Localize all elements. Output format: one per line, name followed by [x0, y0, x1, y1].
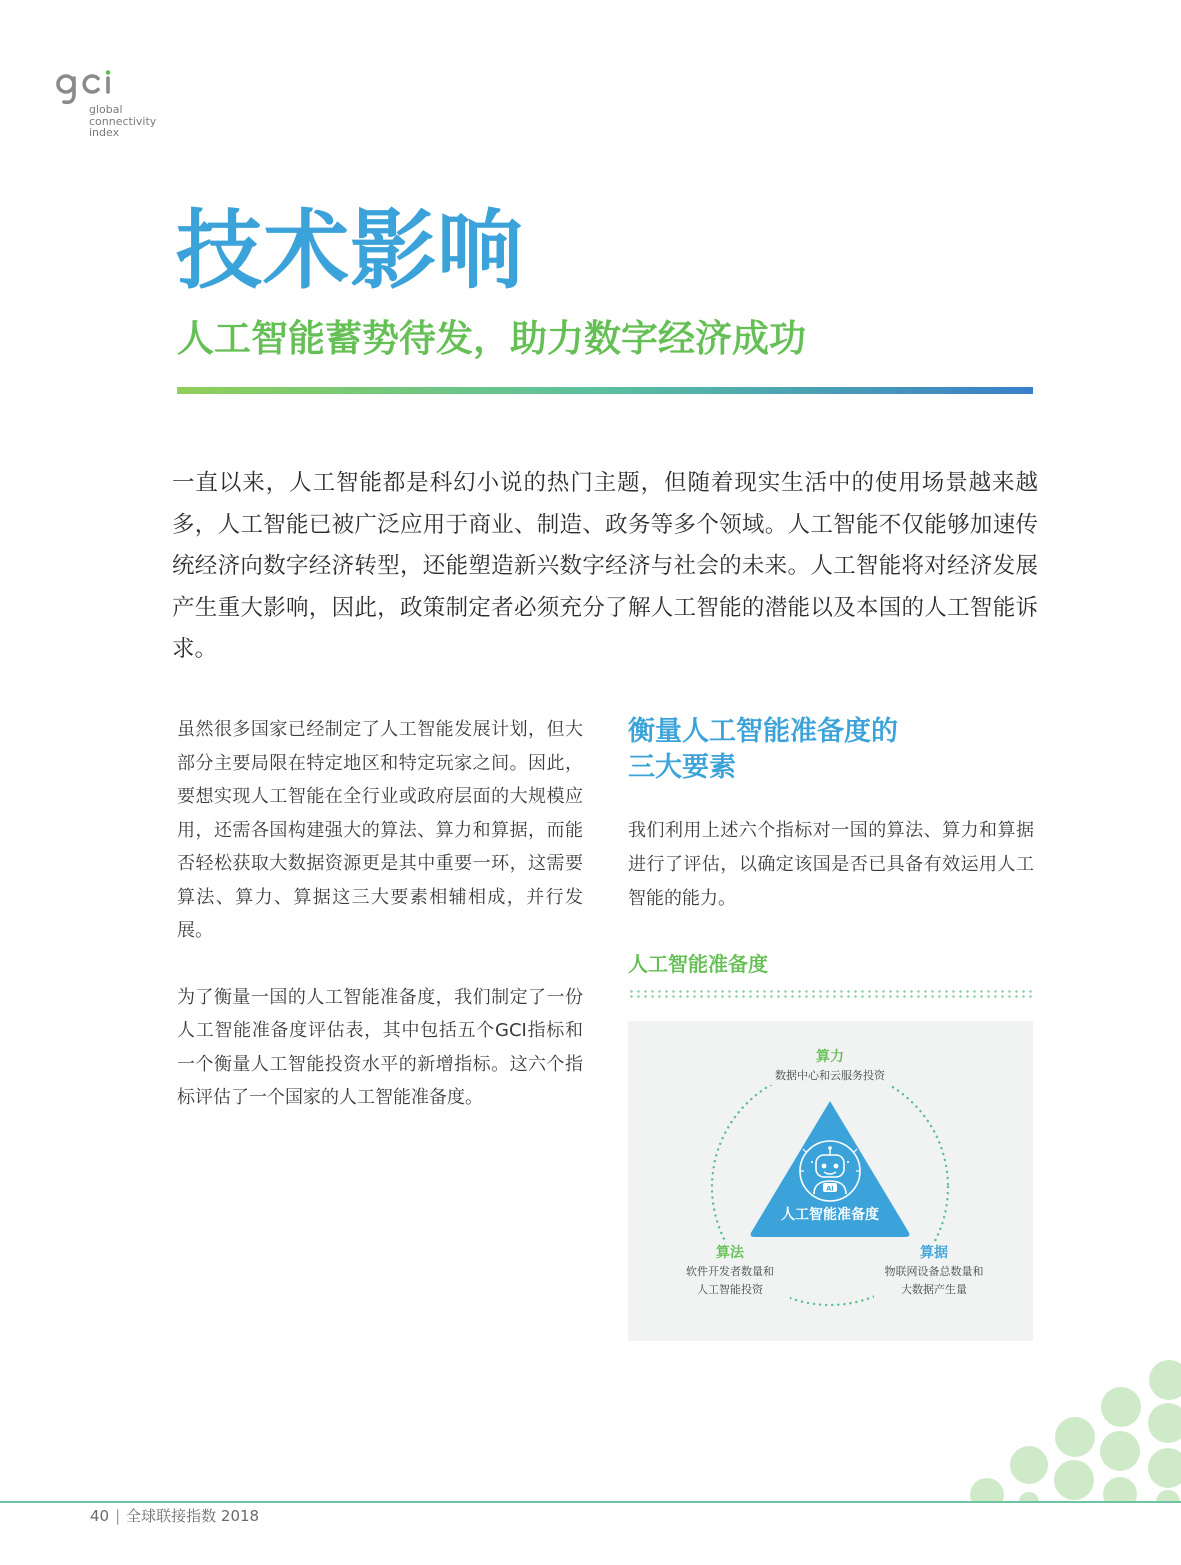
diagram-right-title: 算据: [920, 1245, 948, 1261]
title-gradient-rule: [177, 387, 1033, 394]
decorative-dots: [950, 1360, 1181, 1502]
diagram-top-title: 算力: [816, 1049, 844, 1065]
page-subtitle: 人工智能蓄势待发，助力数字经济成功: [177, 317, 806, 360]
right-column: [628, 714, 1034, 916]
page-number: 40: [90, 1507, 110, 1525]
right-heading-line-1: 衡量人工智能准备度的: [628, 716, 898, 747]
diagram-left-desc-1: 软件开发者数量和: [686, 1265, 774, 1278]
logo-line-index: index: [89, 126, 120, 139]
page-title: 技术影响: [176, 201, 524, 301]
dotted-divider: [628, 989, 1034, 999]
logo-line-connectivity: connectivity: [89, 114, 157, 128]
diagram-right-desc-1: 物联网设备总数量和: [884, 1265, 984, 1278]
right-heading-line-2: 三大要素: [628, 752, 736, 783]
left-paragraph-2: 为了衡量一国的人工智能准备度，我们制定了一份人工智能准备度评估表，其中包括五个GCI指标和一个衡量人工智能投资水平的新增指标。这六个指标评估了一个国家的人工智能准备度。: [177, 986, 583, 1108]
right-heading: [628, 714, 1034, 786]
diagram-left-title: 算法: [716, 1245, 744, 1261]
diagram-center-label: 人工智能准备度: [781, 1207, 879, 1223]
diagram-right-label: [874, 1243, 994, 1299]
left-column: [177, 713, 583, 1148]
footer: [90, 1505, 259, 1527]
footer-separator: |: [115, 1507, 121, 1525]
diagram-left-desc-2: 人工智能投资: [697, 1283, 763, 1296]
left-paragraph-1: 虽然很多国家已经制定了人工智能发展计划，但大部分主要局限在特定地区和特定玩家之间。因此，要想实现人工智能在全行业或政府层面的大规模应用，还需各国构建强大的算法、算力和算据，而能否轻松获取大数据资源更是其中重要一环，这需要算法、算力、算据这三大要素相辅相成，并行发展。: [177, 719, 583, 941]
diagram-top-label: [755, 1047, 905, 1085]
figure-label: 人工智能准备度: [628, 952, 768, 976]
footer-rule: [0, 1501, 1181, 1503]
robot-badge-text: AI: [826, 1184, 834, 1193]
diagram-top-desc: 数据中心和云服务投资: [775, 1069, 885, 1082]
intro-paragraph: 一直以来，人工智能都是科幻小说的热门主题，但随着现实生活中的使用场景越来越多，人工智能已被广泛应用于商业、制造、政务等多个领域。人工智能不仅能够加速传统经济向数字经济转型，还能塑造新兴数字经济与社会的未来。人工智能将对经济发展产生重大影响，因此，政策制定者必须充分了解人工智能的潜能以及本国的人工智能诉求。: [172, 470, 1038, 662]
diagram-left-label: [670, 1243, 790, 1299]
ai-readiness-diagram: [628, 1021, 1033, 1341]
diagram-right-desc-2: 大数据产生量: [901, 1283, 967, 1296]
logo-line-global: global: [89, 103, 123, 116]
publication-name: 全球联接指数 2018: [126, 1507, 260, 1525]
right-body-paragraph: 我们利用上述六个指标对一国的算法、算力和算据进行了评估，以确定该国是否已具备有效运用人工智能的能力。: [628, 820, 1034, 909]
gci-logo-text: [89, 104, 156, 139]
